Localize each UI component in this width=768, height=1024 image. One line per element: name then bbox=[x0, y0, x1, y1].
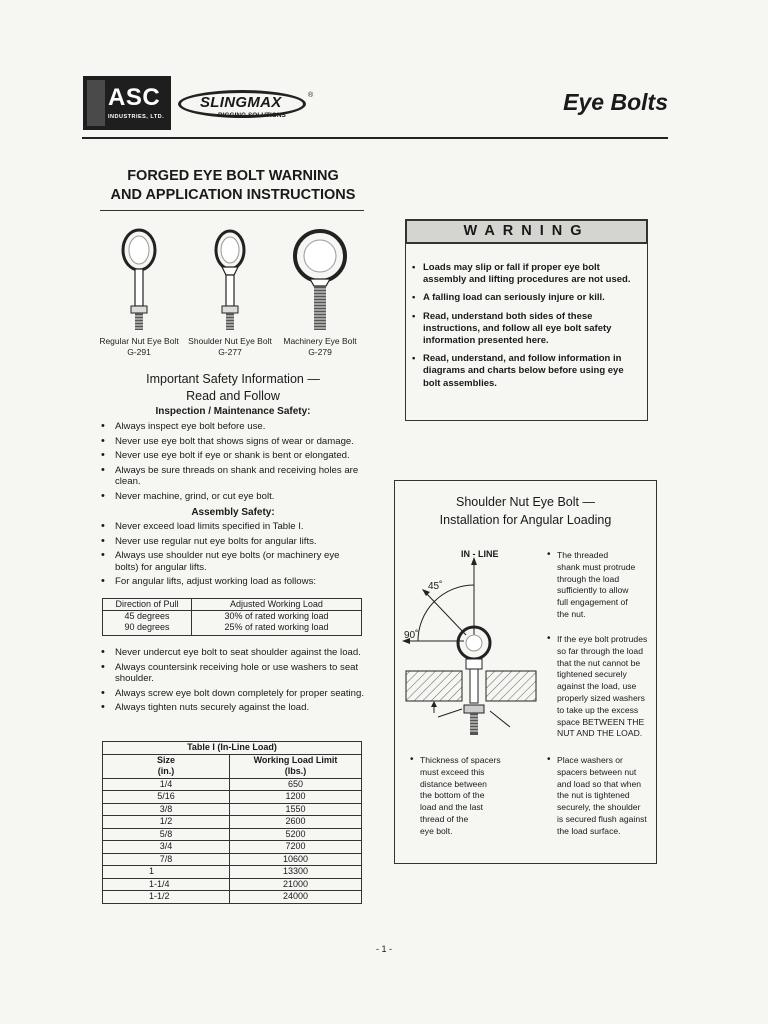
asc-logo-subtext: INDUSTRIES, LTD. bbox=[108, 114, 165, 120]
header-line: Size bbox=[156, 754, 175, 765]
page-title: Eye Bolts bbox=[563, 89, 668, 115]
table-row bbox=[103, 853, 362, 866]
note-line: properly sized washers bbox=[557, 692, 645, 703]
bolt-name: Machinery Eye Bolt bbox=[283, 336, 357, 346]
size-cell: 1-1/2 bbox=[103, 891, 230, 904]
note-line: and load so that when bbox=[557, 778, 642, 789]
note-line: Thickness of spacers bbox=[420, 755, 501, 765]
table-row bbox=[103, 611, 362, 634]
table-header-row bbox=[103, 754, 362, 778]
list-item: • Never undercut eye bolt to seat shoulder against the load. bbox=[101, 647, 365, 659]
shoulder-installation-title bbox=[396, 493, 655, 529]
header-line: Working Load Limit bbox=[253, 754, 338, 765]
note-line: against the load, use bbox=[557, 681, 637, 692]
table-header-size bbox=[103, 754, 230, 778]
table-title-row bbox=[103, 742, 362, 755]
bolt-name: Regular Nut Eye Bolt bbox=[99, 336, 179, 346]
angular-loading-diagram bbox=[400, 545, 540, 755]
list-item: • Always countersink receiving hole or use washers to seat shoulder. bbox=[101, 662, 365, 685]
note-line: shank must protrude bbox=[557, 561, 636, 572]
safety-heading-line2: Read and Follow bbox=[186, 389, 280, 403]
note-line: If the eye bolt protrudes bbox=[557, 634, 648, 644]
wll-cell: 13300 bbox=[230, 866, 362, 879]
warning-title: WARNING bbox=[405, 219, 648, 244]
list-item: • Never machine, grind, or cut eye bolt. bbox=[101, 491, 365, 503]
more-safety-list bbox=[101, 647, 365, 717]
note-line: through the load bbox=[557, 573, 620, 584]
table-title: Table I (In-Line Load) bbox=[103, 742, 362, 755]
asc-logo bbox=[83, 76, 171, 130]
wll-cell: 650 bbox=[230, 778, 362, 791]
note-line: the nut. bbox=[557, 608, 586, 619]
diagonal-arrow-icon bbox=[426, 593, 466, 635]
table-row bbox=[103, 778, 362, 791]
warning-item: • Read, understand, and follow information in diagrams and charts below before using eye bolt assemblies. bbox=[412, 353, 642, 390]
wll-cell: 2600 bbox=[230, 816, 362, 829]
warning-item: • Read, understand both sides of these instructions, and follow all eye bolt safety information presented here. bbox=[412, 311, 642, 348]
note-line: load and the last bbox=[420, 802, 484, 813]
note-line: the bottom of the bbox=[420, 790, 485, 801]
bolt-caption-machinery bbox=[280, 336, 360, 358]
size-cell: 3/4 bbox=[103, 841, 230, 854]
angle-90-label: 90˚ bbox=[404, 630, 419, 641]
table-row-spacer bbox=[103, 633, 362, 636]
registered-mark: ® bbox=[308, 92, 314, 99]
size-cell: 1-1/4 bbox=[103, 878, 230, 891]
table-cell bbox=[192, 611, 362, 634]
size-cell: 1/4 bbox=[103, 778, 230, 791]
bolt-name: Shoulder Nut Eye Bolt bbox=[188, 336, 272, 346]
note-line: spacers between nut bbox=[557, 766, 637, 777]
angle-45-label: 45˚ bbox=[428, 581, 443, 592]
note-line: the load surface. bbox=[557, 825, 621, 836]
note-line: thread of the bbox=[420, 813, 469, 824]
document-title bbox=[100, 167, 366, 205]
table-cell bbox=[103, 611, 192, 634]
note-line: The threaded bbox=[557, 550, 609, 560]
assembly-list bbox=[101, 521, 365, 591]
cell-line: 30% of rated working load bbox=[224, 611, 329, 621]
note-line: full engagement of bbox=[557, 597, 628, 608]
cell-line: 45 degrees bbox=[124, 611, 170, 621]
table-row bbox=[103, 891, 362, 904]
bolt-code: G-277 bbox=[218, 347, 242, 357]
slingmax-logo-subtext: RIGGING SOLUTIONS bbox=[218, 112, 286, 119]
page-number: - 1 - bbox=[375, 944, 392, 954]
machinery-eye-bolt-icon bbox=[295, 231, 345, 330]
size-cell: 1/2 bbox=[103, 816, 230, 829]
size-cell: 3/8 bbox=[103, 803, 230, 816]
table-row bbox=[103, 803, 362, 816]
note-line: so far through the load bbox=[557, 645, 643, 656]
note-line: is secured flush against bbox=[557, 813, 647, 824]
wll-cell: 1200 bbox=[230, 791, 362, 804]
note-spacer-thickness bbox=[410, 754, 520, 838]
table-row bbox=[103, 878, 362, 891]
note-line: securely, the shoulder bbox=[557, 802, 641, 813]
wll-cell: 5200 bbox=[230, 828, 362, 841]
shoulder-title-line1: Shoulder Nut Eye Bolt — bbox=[456, 495, 595, 509]
inspection-heading: Inspection / Maintenance Safety: bbox=[155, 406, 311, 417]
list-item: • Never exceed load limits specified in Table I. bbox=[101, 521, 365, 533]
list-item: • For angular lifts, adjust working load as follows: bbox=[101, 576, 365, 588]
asc-emblem-icon bbox=[87, 80, 105, 126]
note-line: Place washers or bbox=[557, 755, 623, 765]
document-title-line2: AND APPLICATION INSTRUCTIONS bbox=[110, 187, 356, 203]
table-in-line-load bbox=[102, 741, 362, 904]
note-line: the nut is tightened bbox=[557, 790, 630, 801]
cell-line: 25% of rated working load bbox=[224, 622, 329, 632]
slingmax-logo bbox=[178, 88, 318, 122]
in-line-label: IN - LINE bbox=[461, 549, 499, 559]
document-title-line1: FORGED EYE BOLT WARNING bbox=[127, 168, 339, 184]
warning-list bbox=[412, 262, 642, 396]
warning-item: • Loads may slip or fall if proper eye bolt assembly and lifting procedures are not used. bbox=[412, 262, 642, 286]
warning-item: • A falling load can seriously injure or kill. bbox=[412, 292, 642, 304]
table-row bbox=[103, 791, 362, 804]
direction-of-pull-table bbox=[102, 598, 362, 636]
table-header-row bbox=[103, 599, 362, 611]
bullet-icon: • bbox=[410, 754, 414, 765]
bullet-icon: • bbox=[547, 633, 551, 644]
table-header: Direction of Pull bbox=[103, 599, 192, 611]
bolt-code: G-279 bbox=[308, 347, 332, 357]
size-cell: 5/8 bbox=[103, 828, 230, 841]
table-row bbox=[103, 816, 362, 829]
wll-cell: 24000 bbox=[230, 891, 362, 904]
list-item: • Never use regular nut eye bolts for angular lifts. bbox=[101, 536, 365, 548]
header-line: (lbs.) bbox=[284, 766, 307, 776]
bolt-caption-regular bbox=[98, 336, 180, 358]
list-item: • Never use eye bolt that shows signs of wear or damage. bbox=[101, 436, 365, 448]
list-item: • Always inspect eye bolt before use. bbox=[101, 421, 365, 433]
bolt-caption-shoulder bbox=[187, 336, 273, 358]
slingmax-logo-text: SLINGMAX bbox=[200, 94, 282, 111]
shoulder-nut-eye-bolt-icon bbox=[216, 231, 244, 330]
list-item: • Always use shoulder nut eye bolts (or machinery eye bolts) for angular lifts. bbox=[101, 550, 365, 573]
bullet-icon: • bbox=[547, 549, 551, 560]
shoulder-title-line2: Installation for Angular Loading bbox=[439, 513, 612, 527]
bullet-icon: • bbox=[547, 754, 551, 765]
note-line: NUT AND THE LOAD. bbox=[557, 728, 643, 739]
header-line: (in.) bbox=[157, 766, 175, 776]
table-header: Adjusted Working Load bbox=[192, 599, 362, 611]
asc-logo-text: ASC bbox=[108, 84, 161, 111]
inspection-list bbox=[101, 421, 365, 505]
size-cell: 5/16 bbox=[103, 791, 230, 804]
size-cell: 1 bbox=[103, 866, 230, 879]
note-line: must exceed this bbox=[420, 766, 485, 777]
header-divider bbox=[82, 137, 668, 139]
note-line: space BETWEEN THE bbox=[557, 716, 645, 727]
note-line: that the nut cannot be bbox=[557, 657, 641, 668]
list-item: • Always be sure threads on shank and receiving holes are clean. bbox=[101, 465, 365, 488]
note-line: sufficiently to allow bbox=[557, 585, 629, 596]
wll-cell: 21000 bbox=[230, 878, 362, 891]
note-line: to take up the excess bbox=[557, 704, 639, 715]
note-line: tightened securely bbox=[557, 669, 627, 680]
wll-cell: 1550 bbox=[230, 803, 362, 816]
cell-line: 90 degrees bbox=[124, 622, 170, 632]
note-line: distance between bbox=[420, 778, 487, 789]
assembly-heading: Assembly Safety: bbox=[191, 507, 275, 518]
title-underline bbox=[100, 210, 364, 211]
note-thread-protrude bbox=[547, 549, 653, 621]
wll-cell: 10600 bbox=[230, 853, 362, 866]
table-row bbox=[103, 841, 362, 854]
note-washers bbox=[547, 633, 655, 740]
note-place-washers bbox=[547, 754, 655, 838]
list-item: • Never use eye bolt if eye or shank is bent or elongated. bbox=[101, 450, 365, 462]
note-line: eye bolt. bbox=[420, 825, 453, 836]
table-header-wll bbox=[230, 754, 362, 778]
bolt-code: G-291 bbox=[127, 347, 151, 357]
table-row bbox=[103, 828, 362, 841]
table-row bbox=[103, 866, 362, 879]
list-item: • Always tighten nuts securely against the load. bbox=[101, 702, 365, 714]
safety-heading bbox=[100, 371, 366, 405]
eye-bolt-illustrations bbox=[100, 222, 366, 334]
list-item: • Always screw eye bolt down completely for proper seating. bbox=[101, 688, 365, 700]
size-cell: 7/8 bbox=[103, 853, 230, 866]
safety-heading-line1: Important Safety Information — bbox=[146, 372, 320, 386]
wll-cell: 7200 bbox=[230, 841, 362, 854]
regular-nut-eye-bolt-icon bbox=[123, 230, 155, 330]
